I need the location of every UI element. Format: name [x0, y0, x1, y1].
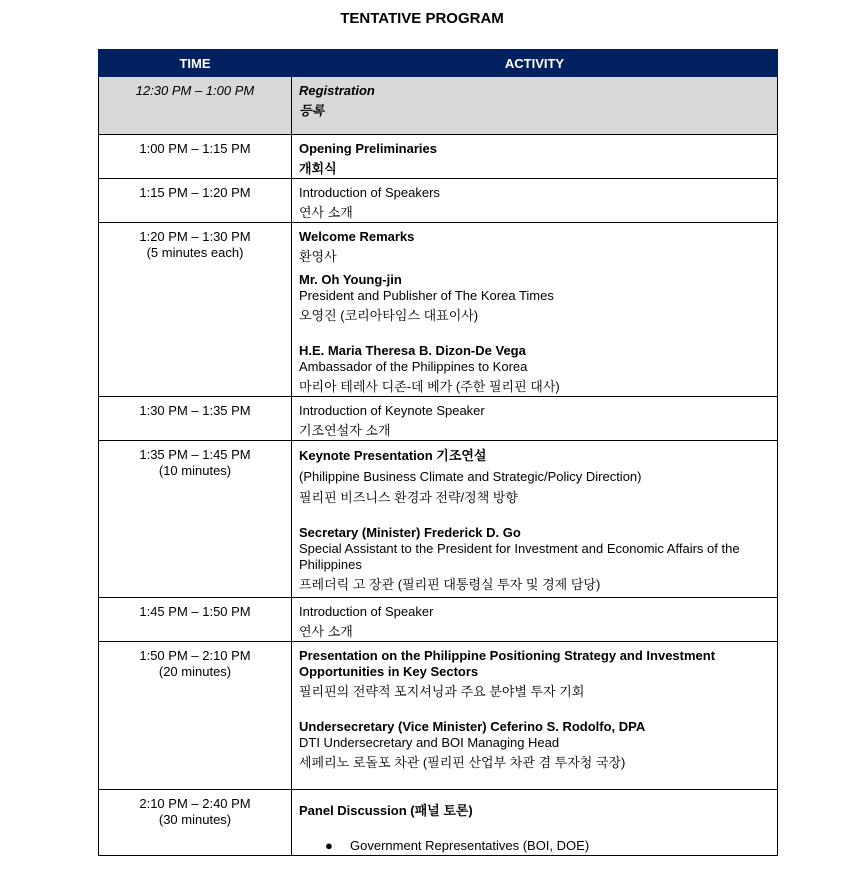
speaker-name: Undersecretary (Vice Minister) Ceferino S. Rodolfo, DPA: [299, 719, 646, 734]
table-row: [99, 397, 778, 441]
activity-title: Registration: [299, 83, 375, 98]
time-cell: 1:50 PM – 2:10 PM: [139, 648, 251, 663]
activity-title: Introduction of Speakers: [299, 185, 440, 200]
speaker-name-ko: 프레더릭 고 장관 (필리핀 대통령실 투자 및 경제 담당): [299, 577, 601, 592]
duration: (30 minutes): [158, 812, 232, 827]
table-row: [99, 642, 778, 790]
activity-title-ko: 등록: [299, 103, 325, 118]
bullet-item: [299, 838, 770, 854]
time-cell: 1:35 PM – 1:45 PM: [139, 447, 251, 462]
table-row: [99, 77, 778, 135]
duration: (20 minutes): [158, 664, 232, 679]
speaker-role: President and Publisher of The Korea Times: [299, 288, 554, 303]
page-title: TENTATIVE PROGRAM: [340, 10, 504, 27]
table-header: [99, 50, 778, 77]
activity-title-ko: 환영사: [299, 249, 337, 264]
speaker-role: DTI Undersecretary and BOI Managing Head: [299, 735, 560, 750]
bullet-text: Government Representatives (BOI, DOE): [350, 838, 590, 853]
table-row: [99, 223, 778, 397]
time-cell: 2:10 PM – 2:40 PM: [139, 796, 251, 811]
table-row: [99, 441, 778, 598]
program-table: [98, 49, 778, 856]
speaker-name: Secretary (Minister) Frederick D. Go: [299, 525, 521, 540]
speaker-name-ko: 오영진 (코리아타임스 대표이사): [299, 308, 479, 323]
time-cell: 1:30 PM – 1:35 PM: [99, 397, 292, 441]
activity-title: Presentation on the Philippine Positioning Strategy and Investment Opportunities in Key Sectors: [299, 648, 716, 679]
table-row: [99, 598, 778, 642]
speaker-name: Mr. Oh Young-jin: [299, 272, 402, 287]
activity-title-ko: 연사 소개: [299, 624, 353, 639]
activity-subtitle: (Philippine Business Climate and Strategic/Policy Direction): [299, 469, 642, 484]
activity-title-ko: 필리핀의 전략적 포지셔닝과 주요 분야별 투자 기회: [299, 684, 585, 699]
activity-header: ACTIVITY: [292, 50, 778, 77]
activity-title: Opening Preliminaries: [299, 141, 437, 156]
activity-title-ko: 기조연설자 소개: [299, 423, 391, 438]
table-row: [99, 135, 778, 179]
speaker-name-ko: 마리아 테레사 디존-데 베가 (주한 필리핀 대사): [299, 379, 560, 394]
activity-title: Keynote Presentation 기조연설: [299, 448, 487, 463]
table-row: [99, 179, 778, 223]
activity-title-ko: 개회식: [299, 161, 337, 176]
time-cell: 1:00 PM – 1:15 PM: [99, 135, 292, 179]
activity-title: Welcome Remarks: [299, 229, 415, 244]
speaker-name: H.E. Maria Theresa B. Dizon-De Vega: [299, 343, 526, 358]
activity-title: Panel Discussion (패널 토론): [299, 803, 473, 818]
activity-title: Introduction of Keynote Speaker: [299, 403, 485, 418]
activity-title: Introduction of Speaker: [299, 604, 434, 619]
time-header: TIME: [99, 50, 292, 77]
time-cell: 1:45 PM – 1:50 PM: [99, 598, 292, 642]
time-cell: 1:20 PM – 1:30 PM: [139, 229, 251, 244]
duration: (10 minutes): [158, 463, 232, 478]
speaker-role: Special Assistant to the President for Investment and Economic Affairs of the Philippines: [299, 541, 740, 572]
time-cell: 12:30 PM – 1:00 PM: [99, 77, 292, 135]
time-cell: 1:15 PM – 1:20 PM: [99, 179, 292, 223]
duration: (5 minutes each): [146, 245, 244, 260]
bullet-icon: ●: [325, 838, 333, 853]
table-row: [99, 790, 778, 856]
speaker-name-ko: 세페리노 로돌포 차관 (필리핀 산업부 차관 겸 투자청 국장): [299, 755, 626, 770]
speaker-role: Ambassador of the Philippines to Korea: [299, 359, 528, 374]
activity-subtitle-ko: 필리핀 비즈니스 환경과 전략/정책 방향: [299, 490, 518, 505]
activity-title-ko: 연사 소개: [299, 205, 353, 220]
